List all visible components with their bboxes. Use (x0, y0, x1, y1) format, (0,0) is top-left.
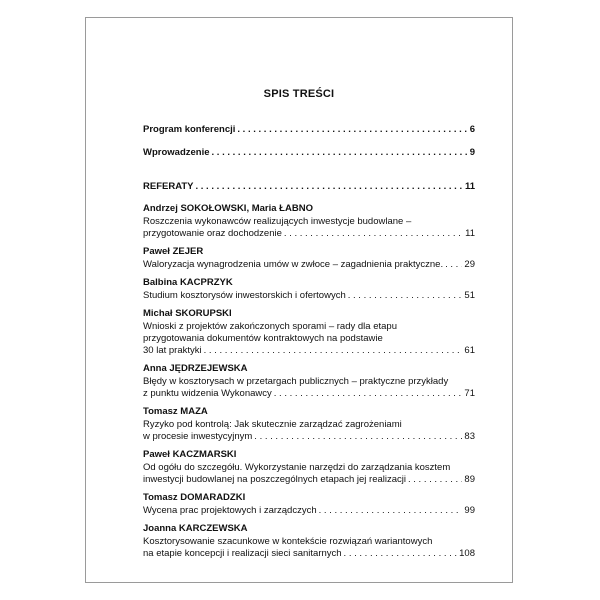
toc-entry[interactable] (143, 308, 475, 357)
dot-leader (408, 474, 462, 486)
toc-item-program[interactable] (143, 124, 475, 136)
toc-entry-last-line (143, 228, 475, 240)
toc-entry-author: Joanna KARCZEWSKA (143, 523, 248, 534)
toc-entry-title-line: Waloryzacja wynagrodzenia umów w zwłoce – zagadnienia praktyczne. (143, 259, 444, 270)
dot-leader (348, 290, 463, 302)
toc-entry-last-line (143, 345, 475, 357)
toc-entry-last-line (143, 431, 475, 443)
toc-section-page: 11 (464, 181, 475, 192)
toc-entry[interactable] (143, 277, 475, 302)
dot-leader (204, 345, 463, 357)
toc-entry-title-line: na etapie koncepcji i realizacji sieci sanitarnych (143, 548, 342, 559)
toc-entry-author: Michał SKORUPSKI (143, 308, 232, 319)
toc-entry[interactable] (143, 449, 475, 486)
toc-entry-last-line (143, 474, 475, 486)
toc-entry-title-line: Kosztorysowanie szacunkowe w kontekście rozwiązań wariantowych (143, 536, 433, 547)
toc-entry-title-line: 30 lat praktyki (143, 345, 202, 356)
toc-item-page: 6 (469, 124, 475, 135)
toc-entry-page: 71 (464, 388, 475, 399)
dot-leader (212, 147, 468, 159)
toc-entry-author: Anna JĘDRZEJEWSKA (143, 363, 248, 374)
toc-entry-last-line (143, 548, 475, 560)
toc-item-page: 9 (469, 147, 475, 158)
table-of-contents (143, 124, 475, 566)
dot-leader (284, 228, 463, 240)
toc-entry-page: 11 (465, 228, 475, 239)
dot-leader (344, 548, 458, 560)
toc-item-introduction[interactable] (143, 147, 475, 159)
toc-entry[interactable] (143, 246, 475, 271)
toc-entry-author: Andrzej SOKOŁOWSKI, Maria ŁABNO (143, 203, 313, 214)
toc-entry-author: Balbina KACPRZYK (143, 277, 233, 288)
toc-entry-page: 99 (464, 505, 475, 516)
toc-entry-title-line: w procesie inwestycyjnym (143, 431, 253, 442)
toc-entry-page: 61 (464, 345, 475, 356)
toc-entry-last-line (143, 388, 475, 400)
dot-leader (445, 259, 462, 271)
toc-entry[interactable] (143, 523, 475, 560)
toc-entry[interactable] (143, 492, 475, 517)
toc-entry-title-line: inwestycji budowlanej na poszczególnych etapach jej realizacji (143, 474, 406, 485)
toc-section-referaty[interactable] (143, 181, 475, 193)
toc-section-label: REFERATY (143, 181, 194, 192)
toc-entry-title-line: Studium kosztorysów inwestorskich i ofertowych (143, 290, 346, 301)
toc-entry-title-line: przygotowania dokumentów kontraktowych na podstawie (143, 333, 383, 344)
dot-leader (274, 388, 463, 400)
toc-entry-author: Paweł KACZMARSKI (143, 449, 237, 460)
toc-entry[interactable] (143, 363, 475, 400)
dot-leader (237, 124, 467, 136)
toc-entry-last-line (143, 259, 475, 271)
toc-entry[interactable] (143, 203, 475, 240)
toc-entry-title-line: Od ogółu do szczegółu. Wykorzystanie narzędzi do zarządzania kosztem (143, 462, 451, 473)
toc-entry-title-line: Wycena prac projektowych i zarządczych (143, 505, 317, 516)
toc-entry-last-line (143, 290, 475, 302)
toc-item-label: Wprowadzenie (143, 147, 210, 158)
book-page (85, 17, 513, 583)
page-title: SPIS TREŚCI (263, 88, 335, 100)
toc-item-label: Program konferencji (143, 124, 236, 135)
toc-entry-title-line: z punktu widzenia Wykonawcy (143, 388, 272, 399)
toc-entry-title-line: Ryzyko pod kontrolą: Jak skutecznie zarządzać zagrożeniami (143, 419, 402, 430)
toc-entry-title-line: Błędy w kosztorysach w przetargach publicznych – praktyczne przykłady (143, 376, 449, 387)
toc-entry-page: 29 (464, 259, 475, 270)
toc-entry-page: 108 (459, 548, 475, 559)
dot-leader (254, 431, 462, 443)
toc-entry-last-line (143, 505, 475, 517)
dot-leader (319, 505, 463, 517)
toc-entry-title-line: Wnioski z projektów zakończonych sporami – rady dla etapu (143, 321, 397, 332)
toc-entry-page: 83 (464, 431, 475, 442)
toc-entry-page: 51 (464, 290, 475, 301)
toc-entry-author: Tomasz DOMARADZKI (143, 492, 246, 503)
toc-entry-title-line: przygotowanie oraz dochodzenie (143, 228, 282, 239)
toc-entries (143, 203, 475, 560)
toc-entry-author: Paweł ZEJER (143, 246, 204, 257)
toc-entry-page: 89 (464, 474, 475, 485)
dot-leader (196, 181, 463, 193)
toc-entry-author: Tomasz MAZA (143, 406, 208, 417)
toc-entry[interactable] (143, 406, 475, 443)
toc-entry-title-line: Roszczenia wykonawców realizujących inwestycje budowlane – (143, 216, 412, 227)
